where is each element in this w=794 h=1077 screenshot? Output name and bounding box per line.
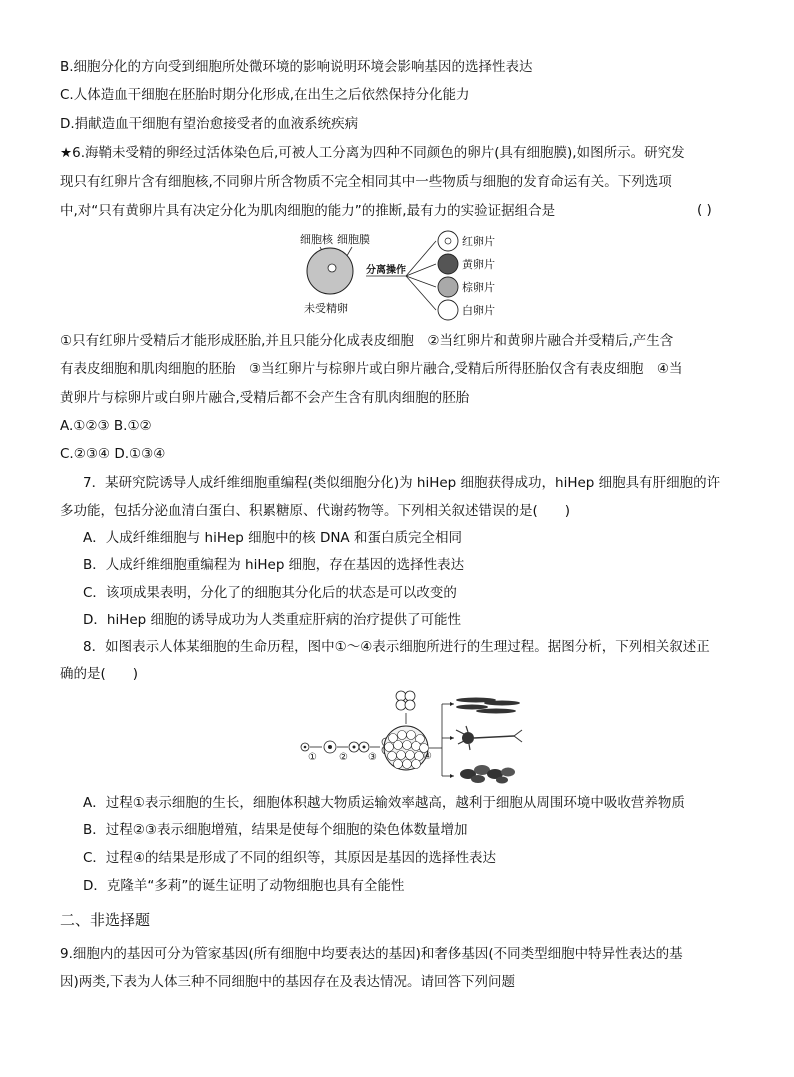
q8-option-d: D．克隆羊“多莉”的诞生证明了动物细胞也具有全能性: [83, 878, 405, 894]
option-b-q5: B.细胞分化的方向受到细胞所处微环境的影响说明环境会影响基因的选择性表达: [60, 59, 533, 75]
q6-options-ab: A.①②③ B.①②: [60, 418, 152, 434]
question-6-line-2: 现只有红卵片含有细胞核,不同卵片所含物质不完全相同其中一些物质与细胞的发育命运有关。下列选项: [60, 174, 672, 190]
question-9-line-1: 9.细胞内的基因可分为管家基因(所有细胞中均要表达的基因)和奢侈基因(不同类型细胞中特异性表达的基: [60, 946, 683, 962]
question-6-line-1: ★6.海鞘未受精的卵经过活体染色后,可被人工分离为四种不同颜色的卵片(具有细胞膜),如图所示。研究发: [60, 145, 685, 161]
white-piece: [438, 300, 458, 320]
question-6-line-3: 中,对“只有黄卵片具有决定分化为肌肉细胞的能力”的推断,最有力的实验证据组合是: [60, 203, 556, 219]
q7-option-c: C．该项成果表明，分化了的细胞其分化后的状态是可以改变的: [83, 585, 457, 601]
question-7-line-1: 7．某研究院诱导人成纤维细胞重编程(类似细胞分化)为 hiHep 细胞获得成功，hiHep 细胞具有肝细胞的许: [83, 475, 721, 491]
q7-option-d: D．hiHep 细胞的诱导成功为人类重症肝病的治疗提供了可能性: [83, 612, 462, 628]
q6-options-cd: C.②③④ D.①③④: [60, 446, 166, 462]
sea-squirt-egg-figure: [290, 228, 510, 324]
answer-paren: ( ): [697, 202, 712, 218]
red-piece-label: 红卵片: [462, 235, 495, 248]
q6-statements-line-2: 有表皮细胞和肌肉细胞的胚胎 ③当红卵片与棕卵片或白卵片融合,受精后所得胚胎仅含有表皮细胞 ④当: [60, 361, 683, 377]
yellow-piece-label: 黄卵片: [462, 258, 495, 271]
brown-piece-label: 棕卵片: [462, 281, 495, 294]
option-d-q5: D.捐献造血干细胞有望治愈接受者的血液系统疾病: [60, 116, 359, 132]
question-7-line-2: 多功能，包括分泌血清白蛋白、积累糖原、代谢药物等。下列相关叙述错误的是( ): [60, 503, 571, 519]
egg-label: 未受精卵: [304, 302, 348, 315]
q8-option-a: A．过程①表示细胞的生长，细胞体积越大物质运输效率越高，越利于细胞从周围环境中吸收营养物质: [83, 795, 685, 811]
option-c-q5: C.人体造血干细胞在胚胎时期分化形成,在出生之后依然保持分化能力: [60, 87, 470, 103]
section-heading: 二、非选择题: [60, 911, 151, 929]
membrane-label: 细胞膜: [337, 233, 370, 246]
brown-piece: [438, 277, 458, 297]
question-8-line-1: 8．如图表示人体某细胞的生命历程，图中①～④表示细胞所进行的生理过程。据图分析，下列相关叙述正: [83, 639, 710, 655]
q6-statements-line-1: ①只有红卵片受精后才能形成胚胎,并且只能分化成表皮细胞 ②当红卵片和黄卵片融合并受精后,产生含: [60, 333, 674, 349]
q7-option-a: A．人成纤维细胞与 hiHep 细胞中的核 DNA 和蛋白质完全相同: [83, 530, 462, 546]
separation-label: 分离操作: [366, 265, 406, 276]
step-4-label: ④: [423, 751, 432, 762]
question-8-line-2: 确的是( ): [60, 666, 139, 682]
yellow-piece: [438, 254, 458, 274]
nucleus: [328, 264, 336, 272]
q8-option-b: B．过程②③表示细胞增殖，结果是使每个细胞的染色体数量增加: [83, 822, 468, 838]
nucleus-label: 细胞核: [300, 233, 333, 246]
q6-statements-line-3: 黄卵片与棕卵片或白卵片融合,受精后都不会产生含有肌肉细胞的胚胎: [60, 390, 470, 406]
step-1-label: ①: [308, 752, 317, 763]
cell-life-history-figure: [296, 686, 528, 786]
question-9-line-2: 因)两类,下表为人体三种不同细胞中的基因存在及表达情况。请回答下列问题: [60, 974, 516, 990]
step-3-label: ③: [368, 752, 377, 763]
step-2-label: ②: [339, 752, 348, 763]
q8-option-c: C．过程④的结果是形成了不同的组织等，其原因是基因的选择性表达: [83, 850, 497, 866]
white-piece-label: 白卵片: [462, 304, 495, 317]
q7-option-b: B．人成纤维细胞重编程为 hiHep 细胞，存在基因的选择性表达: [83, 557, 465, 573]
